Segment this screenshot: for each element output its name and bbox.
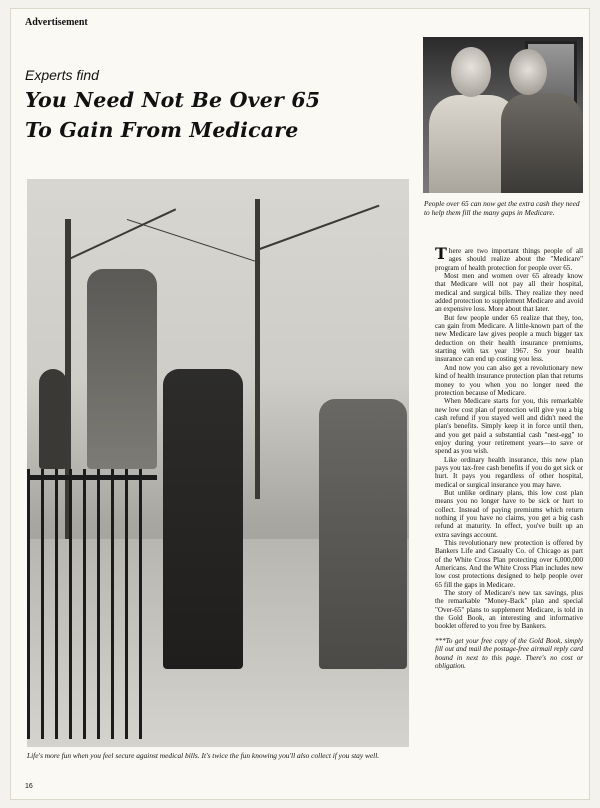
paragraph: There are two important things people of all ages should realize about the "Medicare" program of health protection for people over 65. (435, 244, 583, 272)
headline-line-1: You Need Not Be Over 65 (25, 88, 321, 112)
woman-head (509, 49, 547, 95)
man-head (451, 47, 491, 97)
photo-top-caption: People over 65 can now get the extra cash they need to help them fill the many gaps in Medicare. (424, 199, 580, 217)
advertisement-label: Advertisement (25, 17, 88, 28)
mother-figure (319, 399, 407, 669)
iron-fence (27, 469, 147, 739)
tree-branch (127, 219, 260, 263)
drop-cap: T (435, 244, 447, 263)
paragraph: When Medicare starts for you, this remarkable new low cost plan of protection will give you a big cash refund if you stayed well and didn't need the plan's benefits. Simply keep it in force until then, and you get paid a substantial cash "nest-egg" to enjoy during your retirement years—to save or spend as you wish. (435, 397, 583, 456)
kicker: Experts find (25, 67, 99, 83)
paragraph: This revolutionary new protection is offered by Bankers Life and Casualty Co. of Chicago as part of the White Cross Plan protecting over 6,000,000 Americans. And the White Cross Plan includes new low cost protections designed to help people over 65 fill the gaps in Medicare. (435, 539, 583, 589)
elderly-couple-photo (423, 37, 583, 193)
page-number: 16 (25, 783, 33, 790)
photo-main-caption: Life's more fun when you feel secure against medical bills. It's twice the fun knowing you'll also collect if you stay well. (27, 751, 380, 760)
gold-book-note: ***To get your free copy of the Gold Book, simply fill out and mail the postage-free airmail reply card bound in next to this page. There's no cost or obligation. (435, 636, 583, 670)
headline (25, 85, 417, 145)
child-on-shoulders-figure (87, 269, 157, 469)
magazine-page (10, 8, 590, 800)
headline-line-2: To Gain From Medicare (25, 118, 299, 142)
child-figure (39, 369, 67, 469)
tree-branch (67, 208, 177, 261)
tree-branch (257, 205, 380, 251)
paragraph: The story of Medicare's new tax savings, plus the remarkable "Money-Back" plan and special "Over-65" plans to supplement Medicare, is told in the Gold Book, an interesting and informative booklet offered to you free by Bankers. (435, 589, 583, 631)
paragraph: Most men and women over 65 already know that Medicare will not pay all their hospital, medical and surgical bills. They realize they need added protection to supplement Medicare and avoid an expensive loss. More about that later. (435, 272, 583, 314)
father-figure (163, 369, 243, 669)
woman-figure (501, 93, 583, 193)
paragraph: And now you can also get a revolutionary new kind of health insurance protection plan that returns money to you when you no longer need the protection because of Medicare. (435, 363, 583, 397)
article-body (435, 244, 583, 670)
fence-rail (27, 475, 157, 480)
paragraph: But unlike ordinary plans, this low cost plan means you no longer have to be sick or hurt to collect. Instead of paying premiums which return nothing if you have no claims, you get a big cash refund at maturity. In effect, you've built up an extra savings account. (435, 488, 583, 539)
paragraph: Like ordinary health insurance, this new plan pays you tax-free cash benefits if you do get sick or hurt. It pays you regardless of other hospital, medical or surgical insurance you may have. (435, 455, 583, 489)
paragraph: But few people under 65 realize that they, too, can gain from Medicare. A little-known part of the new Medicare law gives people a much bigger tax deduction on their health insurance premiums, starting with tax year 1967. So your health insurance can end up costing you less. (435, 313, 583, 364)
family-park-photo (27, 179, 409, 747)
tree-trunk (255, 199, 260, 499)
